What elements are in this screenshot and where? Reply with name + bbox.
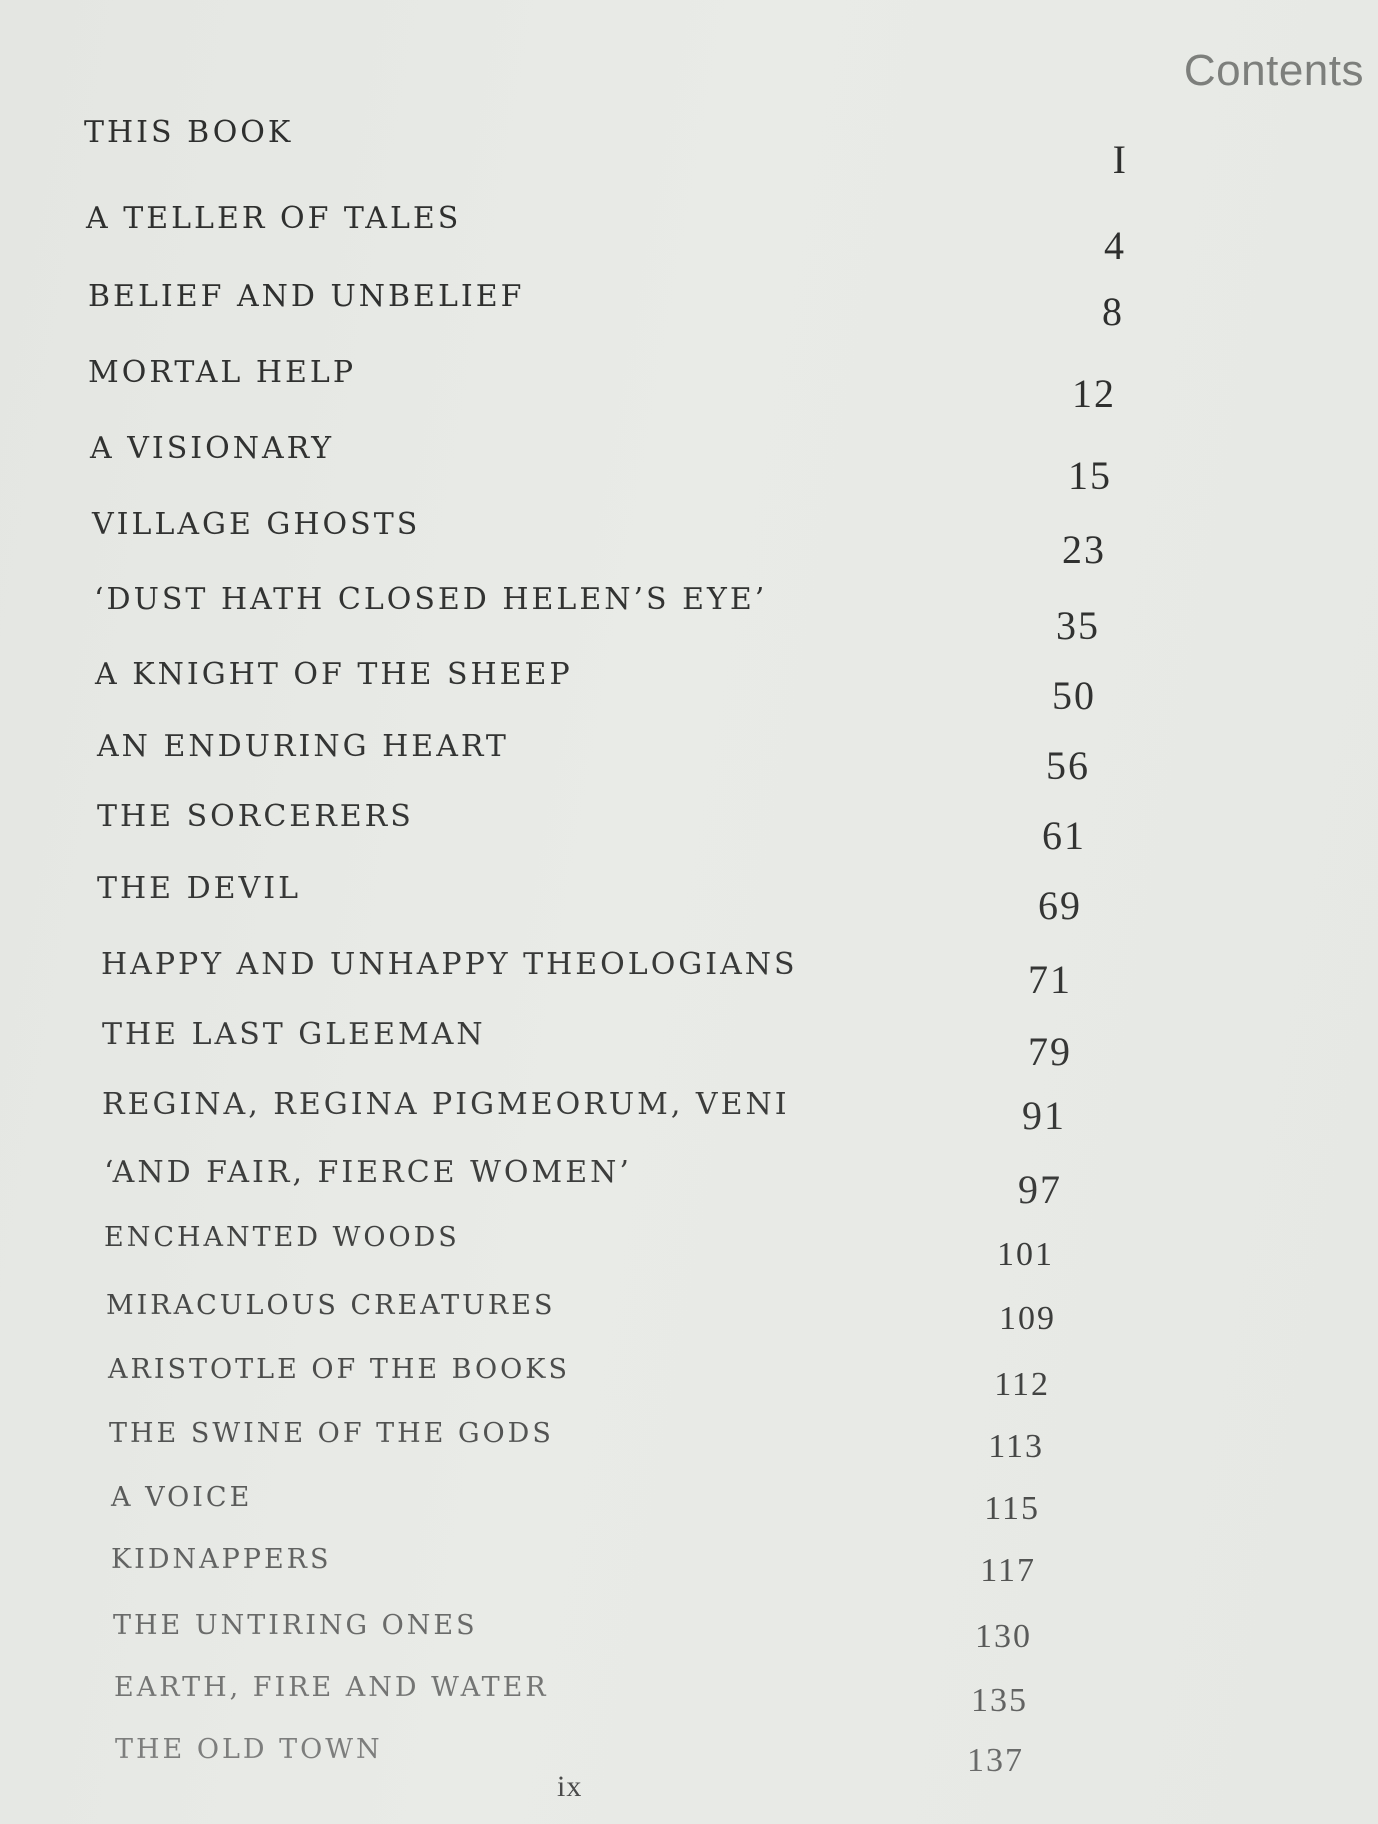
toc-entry-title: VILLAGE GHOSTS bbox=[92, 507, 421, 542]
toc-entry-page-number: I bbox=[1112, 137, 1128, 182]
toc-entry-title: REGINA, REGINA PIGMEORUM, VENI bbox=[102, 1087, 790, 1122]
toc-entry-page-number: 4 bbox=[1104, 223, 1126, 268]
toc-entry-page-number: 69 bbox=[1038, 883, 1082, 928]
toc-entry-page-number: 35 bbox=[1056, 603, 1100, 648]
running-head: Contents bbox=[1183, 46, 1364, 95]
toc-entry-page-number: 8 bbox=[1102, 289, 1124, 334]
toc-entry-title: AN ENDURING HEART bbox=[97, 729, 509, 764]
toc-entry-page-number: 137 bbox=[967, 1742, 1024, 1779]
toc-entry-page-number: 113 bbox=[988, 1428, 1044, 1465]
toc-entry-title: BELIEF AND UNBELIEF bbox=[88, 279, 525, 314]
toc-entry-page-number: 112 bbox=[994, 1366, 1050, 1403]
toc-entry-title: A KNIGHT OF THE SHEEP bbox=[95, 657, 573, 692]
toc-entry-title: ARISTOTLE OF THE BOOKS bbox=[108, 1354, 570, 1385]
toc-entry-page-number: 56 bbox=[1046, 743, 1090, 788]
toc-entry-title: THE LAST GLEEMAN bbox=[102, 1017, 486, 1052]
toc-entry-page-number: 135 bbox=[971, 1682, 1028, 1719]
toc-entry-title: MORTAL HELP bbox=[88, 355, 357, 390]
toc-entry-page-number: 115 bbox=[984, 1490, 1040, 1527]
toc-entry-page-number: 130 bbox=[975, 1618, 1032, 1655]
toc-entry-title: A VOICE bbox=[111, 1482, 253, 1513]
toc-entry-title: MIRACULOUS CREATURES bbox=[106, 1290, 556, 1321]
toc-entry-title: THE SWINE OF THE GODS bbox=[109, 1418, 554, 1449]
toc-entry-page-number: 12 bbox=[1072, 371, 1116, 416]
toc-entry-page-number: 15 bbox=[1068, 453, 1112, 498]
toc-entry-title: A VISIONARY bbox=[90, 431, 335, 466]
toc-entry-page-number: 79 bbox=[1028, 1029, 1072, 1074]
toc-entry-title: THE DEVIL bbox=[97, 871, 301, 906]
toc-entry-title: ‘DUST HATH CLOSED HELEN’S EYE’ bbox=[94, 582, 768, 617]
toc-entry-title: A TELLER OF TALES bbox=[86, 201, 462, 236]
toc-entry-title: THIS BOOK bbox=[84, 115, 294, 150]
toc-entry-title: THE OLD TOWN bbox=[115, 1734, 383, 1765]
toc-entry-title: KIDNAPPERS bbox=[111, 1544, 332, 1575]
toc-entry-title: ENCHANTED WOODS bbox=[104, 1222, 460, 1253]
toc-entry-page-number: 109 bbox=[999, 1300, 1056, 1337]
toc-entry-page-number: 101 bbox=[997, 1236, 1054, 1273]
toc-entry-page-number: 91 bbox=[1022, 1093, 1066, 1138]
toc-entry-page-number: 50 bbox=[1052, 673, 1096, 718]
toc-entry-page-number: 61 bbox=[1042, 813, 1086, 858]
toc-entry-page-number: 71 bbox=[1028, 957, 1072, 1002]
toc-entry-title: HAPPY AND UNHAPPY THEOLOGIANS bbox=[101, 947, 798, 982]
page-folio: ix bbox=[557, 1770, 583, 1803]
toc-entry-page-number: 97 bbox=[1018, 1167, 1062, 1212]
toc-entry-title: THE SORCERERS bbox=[97, 799, 414, 834]
toc-entry-page-number: 117 bbox=[980, 1552, 1036, 1589]
toc-entry-page-number: 23 bbox=[1062, 527, 1106, 572]
toc-entry-title: THE UNTIRING ONES bbox=[113, 1610, 478, 1641]
toc-entry-title: EARTH, FIRE AND WATER bbox=[114, 1672, 549, 1703]
toc-entry-title: ‘AND FAIR, FIERCE WOMEN’ bbox=[104, 1155, 632, 1190]
